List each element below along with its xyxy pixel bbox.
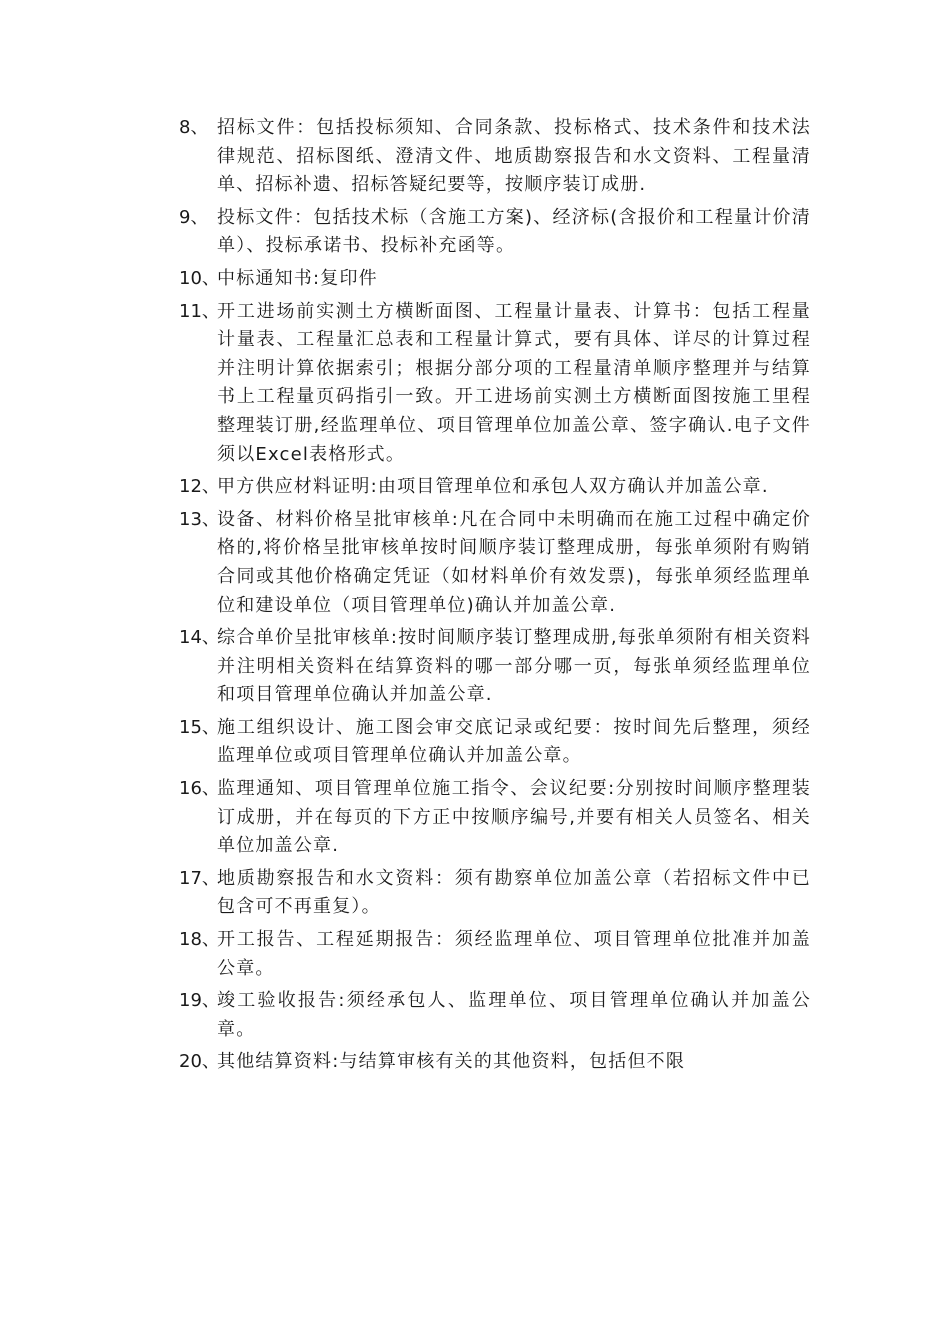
list-item-text: 竣工验收报告:须经承包人、监理单位、项目管理单位确认并加盖公章。 <box>217 990 811 1040</box>
list-item-text: 施工组织设计、施工图会审交底记录或纪要：按时间先后整理，须经监理单位或项目管理单位确认并加盖公章。 <box>217 716 811 767</box>
list-item-10 <box>179 265 811 294</box>
list-item-19 <box>179 987 811 1044</box>
list-item-11 <box>179 298 811 470</box>
list-item-number: 10、 <box>179 267 220 289</box>
list-item-16 <box>179 775 811 861</box>
list-item-text: 设备、材料价格呈批审核单:凡在合同中未明确而在施工过程中确定价格的,将价格呈批审核单按时间顺序装订整理成册，每张单须附有购销合同或其他价格确定凭证（如材料单价有效发票)，每张单须经监理单位和建设单位（项目管理单位)确认并加盖公章. <box>217 508 811 616</box>
list-item-number: 11、 <box>179 300 220 322</box>
list-item-text: 中标通知书:复印件 <box>217 267 378 289</box>
list-item-number: 16、 <box>179 778 220 800</box>
list-item-number: 12、 <box>179 476 220 498</box>
list-item-text: 开工报告、工程延期报告：须经监理单位、项目管理单位批准并加盖公章。 <box>217 929 811 979</box>
list-item-9 <box>179 204 811 261</box>
list-item-number: 15、 <box>179 716 220 738</box>
list-item-text: 甲方供应材料证明:由项目管理单位和承包人双方确认并加盖公章. <box>217 476 769 498</box>
document-body <box>179 114 811 1077</box>
list-item-number: 19、 <box>179 990 220 1012</box>
list-item-number: 17、 <box>179 867 220 889</box>
list-item-text: 其他结算资料:与结算审核有关的其他资料，包括但不限 <box>217 1051 686 1073</box>
list-item-20 <box>179 1048 811 1077</box>
list-item-14 <box>179 624 811 710</box>
list-item-12 <box>179 473 811 502</box>
list-item-text: 开工进场前实测土方横断面图、工程量计量表、计算书：包括工程量计量表、工程量汇总表和工程量计算式，要有具体、详尽的计算过程并注明计算依据索引；根据分部分项的工程量清单顺序整理并与结算书上工程量页码指引一致。开工进场前实测土方横断面图按施工里程整理装订册,经监理单位、项目管理单位加盖公章、签字确认.电子文件须以Excel表格形式。 <box>217 300 811 465</box>
list-item-number: 9、 <box>179 206 209 228</box>
list-item-text: 地质勘察报告和水文资料：须有勘察单位加盖公章（若招标文件中已包含可不再重复）。 <box>217 867 811 918</box>
list-item-17 <box>179 865 811 922</box>
list-item-number: 8、 <box>179 117 209 138</box>
list-item-text: 招标文件：包括投标须知、合同条款、投标格式、技术条件和技术法律规范、招标图纸、澄清文件、地质勘察报告和水文资料、工程量清单、招标补遗、招标答疑纪要等，按顺序装订成册. <box>217 117 811 196</box>
list-item-number: 14、 <box>179 627 220 649</box>
list-item-text: 投标文件：包括技术标（含施工方案)、经济标(含报价和工程量计价清单）、投标承诺书、投标补充函等。 <box>217 206 811 257</box>
list-item-13 <box>179 506 811 620</box>
list-item-8 <box>179 114 811 200</box>
list-item-18 <box>179 926 811 983</box>
list-item-text: 综合单价呈批审核单:按时间顺序装订整理成册,每张单须附有相关资料并注明相关资料在结算资料的哪一部分哪一页，每张单须经监理单位和项目管理单位确认并加盖公章. <box>217 627 811 706</box>
list-item-text: 监理通知、项目管理单位施工指令、会议纪要:分别按时间顺序整理装订成册，并在每页的下方正中按顺序编号,并要有相关人员签名、相关单位加盖公章. <box>217 778 811 857</box>
list-item-number: 20、 <box>179 1051 220 1073</box>
list-item-number: 18、 <box>179 929 220 951</box>
list-item-15 <box>179 714 811 771</box>
list-item-number: 13、 <box>179 508 220 530</box>
